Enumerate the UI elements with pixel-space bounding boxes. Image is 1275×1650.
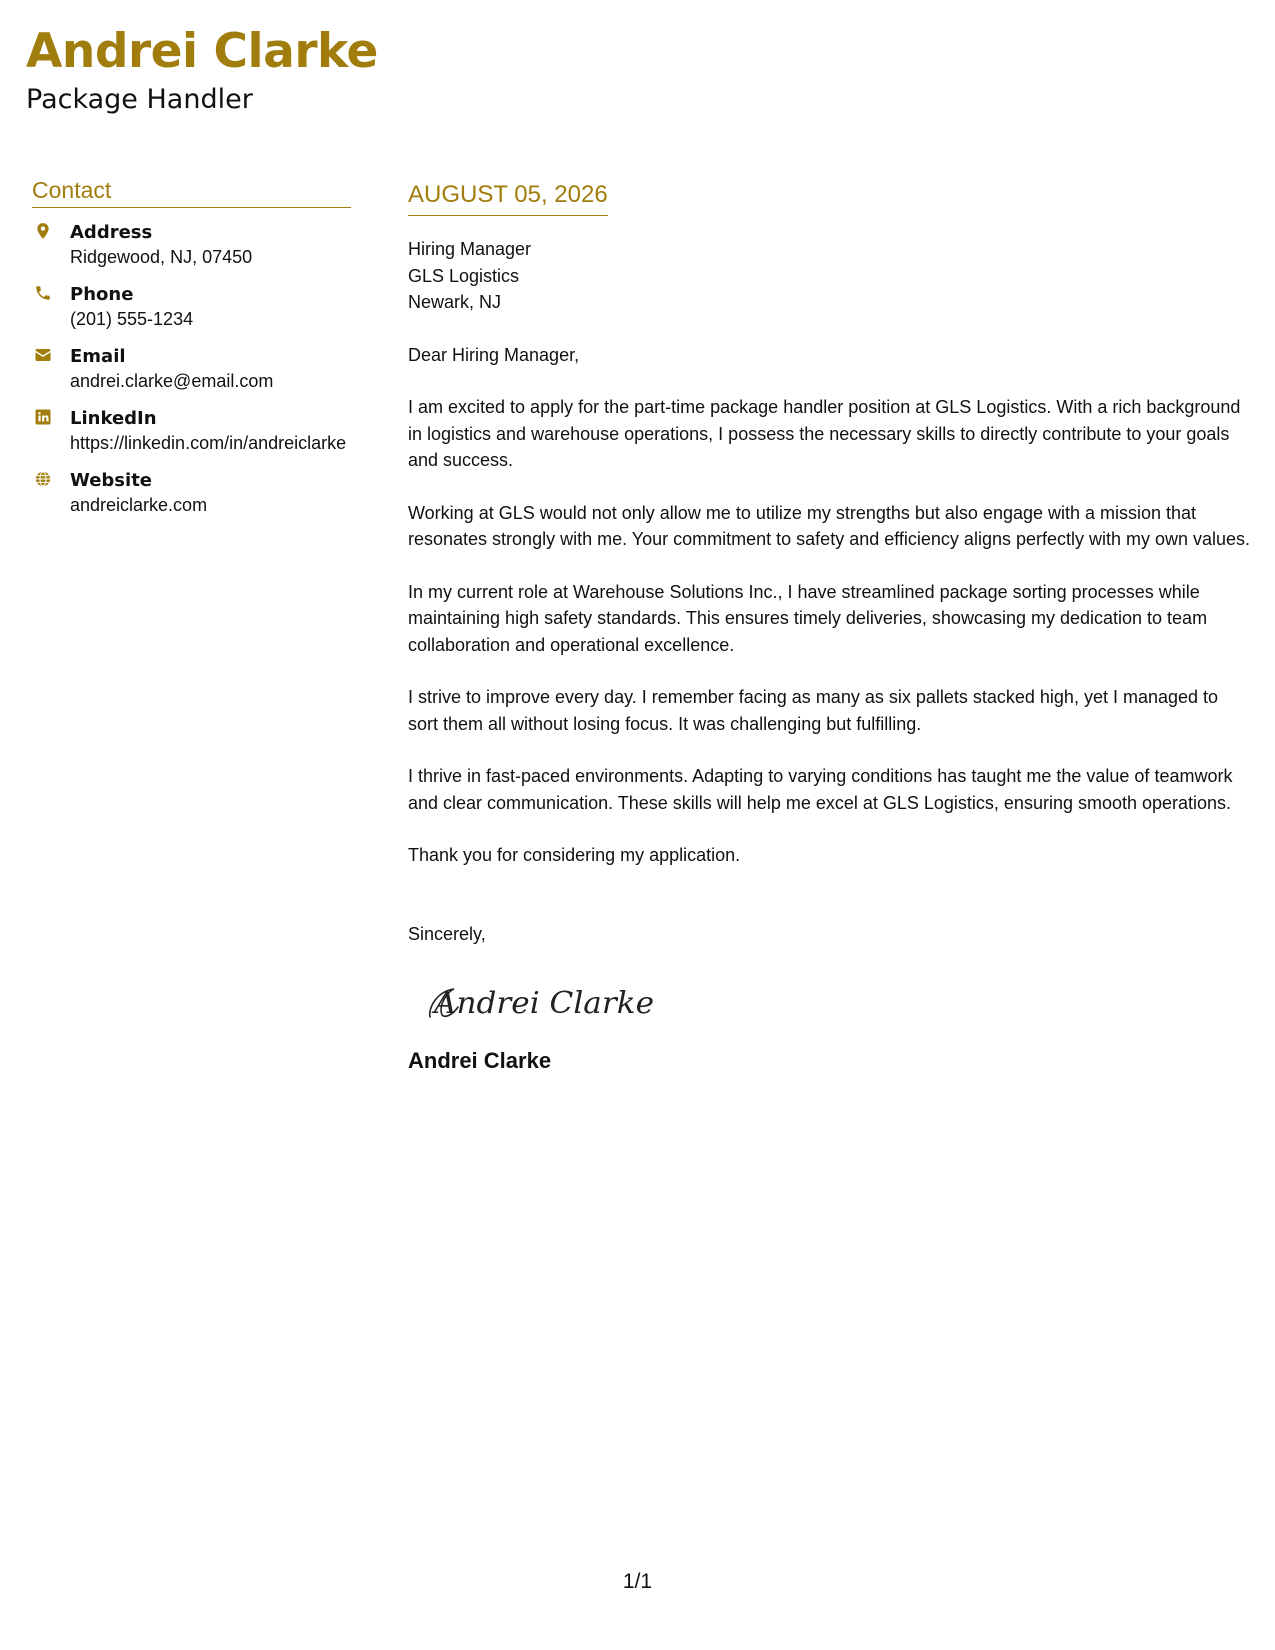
letter-paragraph: I strive to improve every day. I remember facing as many as six pallets stacked high, yet I managed to sort them all without losing focus. It was challenging but fulfilling.: [408, 687, 1219, 734]
letter-paragraph: I am excited to apply for the part-time package handler position at GLS Logistics. With a rich background in logistics and warehouse operations, I possess the necessary skills to directly contribute to your goals and success.: [408, 397, 1241, 470]
recipient-line: Newark, NJ: [408, 292, 502, 312]
contact-value: https://linkedin.com/in/andreiclarke: [70, 433, 347, 453]
contact-sidebar: [32, 176, 351, 530]
cover-letter-body: [408, 180, 1253, 1075]
contact-label: Email: [70, 346, 126, 367]
letter-paragraph: Thank you for considering my application.: [408, 845, 741, 865]
contact-item-linkedin: [32, 406, 351, 455]
recipient-line: Hiring Manager: [408, 239, 532, 259]
salutation: Dear Hiring Manager,: [408, 344, 580, 365]
letter-paragraph: In my current role at Warehouse Solutions Inc., I have streamlined package sorting processes while maintaining high safety standards. This ensures timely deliveries, showcasing my dedication to team collaboration and operational excellence.: [408, 581, 1208, 655]
contact-value: Ridgewood, NJ, 07450: [70, 247, 253, 267]
globe-icon: [34, 470, 52, 488]
phone-icon: [34, 284, 52, 302]
page-number: 1/1: [622, 1570, 653, 1593]
recipient-line: GLS Logistics: [408, 265, 520, 286]
contact-value: andreiclarke.com: [70, 495, 208, 515]
contact-label: Phone: [70, 284, 134, 305]
signer-name: Andrei Clarke: [408, 1048, 552, 1073]
contact-value: (201) 555-1234: [70, 309, 194, 329]
svg-text:Andrei Clarke: Andrei Clarke: [430, 986, 654, 1021]
contact-item-phone: [32, 282, 351, 331]
contact-label: Address: [70, 222, 153, 243]
handwritten-signature: [424, 977, 664, 1027]
map-pin-icon: [34, 222, 52, 240]
letter-paragraph: Working at GLS would not only allow me to utilize my strengths but also engage with a mission that resonates strongly with me. Your commitment to safety and efficiency aligns perfectly with my own values.: [408, 502, 1251, 549]
linkedin-icon: [34, 408, 52, 426]
contact-label: Website: [70, 470, 153, 491]
letter-paragraph: I thrive in fast-paced environments. Adapting to varying conditions has taught me the value of teamwork and clear communication. These skills will help me excel at GLS Logistics, ensuring smooth operations.: [408, 766, 1233, 813]
contact-label: LinkedIn: [70, 408, 157, 429]
recipient-block: [408, 236, 1253, 316]
applicant-name: Andrei Clarke: [26, 24, 378, 79]
contact-item-email: [32, 344, 351, 393]
contact-item-address: [32, 220, 351, 269]
letter-date: AUGUST 05, 2026: [408, 180, 608, 216]
job-title: Package Handler: [26, 84, 253, 115]
contact-heading: Contact: [32, 176, 351, 208]
envelope-icon: [34, 346, 52, 364]
contact-value: andrei.clarke@email.com: [70, 371, 274, 391]
closing: Sincerely,: [408, 923, 486, 944]
contact-item-website: [32, 468, 351, 517]
